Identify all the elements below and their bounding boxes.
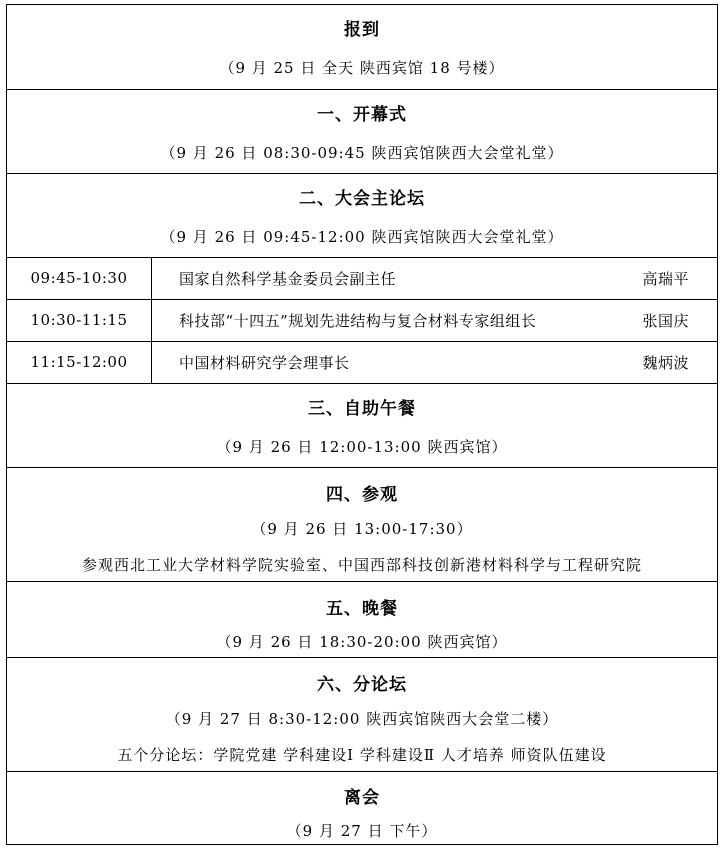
section-subtitle-sub-forum: （9 月 27 日 8:30-12:00 陕西宾馆陕西大会堂二楼） [165, 710, 559, 728]
row-speaker: 高瑞平 [642, 269, 689, 288]
section-title-main-forum: 二、大会主论坛 [299, 189, 425, 209]
divider [7, 581, 717, 582]
row-role: 中国材料研究学会理事长 [179, 353, 350, 372]
section-subtitle-dinner: （9 月 26 日 18:30-20:00 陕西宾馆） [216, 633, 508, 651]
section-title-visit: 四、参观 [326, 485, 398, 505]
divider [7, 771, 717, 772]
row-speaker: 张国庆 [642, 311, 689, 330]
row-role: 科技部“十四五”规划先进结构与复合材料专家组组长 [179, 311, 537, 330]
section-note-visit: 参观西北工业大学材料学院实验室、中国西部科技创新港材料科学与工程研究院 [81, 556, 642, 574]
section-title-lunch: 三、自助午餐 [308, 399, 416, 419]
section-subtitle-opening: （9 月 26 日 08:30-09:45 陕西宾馆陕西大会堂礼堂） [160, 144, 564, 162]
row-time: 11:15-12:00 [7, 341, 152, 383]
divider [7, 383, 717, 384]
divider [7, 173, 717, 174]
section-subtitle-departure: （9 月 27 日 下午） [286, 822, 438, 840]
divider [7, 89, 717, 90]
row-speaker: 魏炳波 [642, 353, 689, 372]
section-title-opening: 一、开幕式 [317, 105, 407, 125]
row-role: 国家自然科学基金委员会副主任 [179, 269, 397, 288]
schedule-table [6, 4, 718, 845]
section-title-dinner: 五、晚餐 [326, 599, 398, 619]
section-note-sub-forum: 五个分论坛：学院党建 学科建设Ⅰ 学科建设Ⅱ 人才培养 师资队伍建设 [117, 746, 607, 764]
row-time: 09:45-10:30 [7, 257, 152, 299]
section-subtitle-visit: （9 月 26 日 13:00-17:30） [251, 520, 473, 538]
section-title-sub-forum: 六、分论坛 [317, 675, 407, 695]
table-row [7, 257, 717, 299]
section-title-departure: 离会 [344, 788, 380, 808]
section-subtitle-main-forum: （9 月 26 日 09:45-12:00 陕西宾馆陕西大会堂礼堂） [160, 228, 564, 246]
table-row [7, 299, 717, 341]
row-time: 10:30-11:15 [7, 299, 152, 341]
section-subtitle-lunch: （9 月 26 日 12:00-13:00 陕西宾馆） [216, 438, 508, 456]
section-title-registration: 报到 [344, 20, 380, 40]
divider [7, 657, 717, 658]
section-subtitle-registration: （9 月 25 日 全天 陕西宾馆 18 号楼） [219, 59, 505, 77]
table-row [7, 341, 717, 383]
divider [7, 467, 717, 468]
